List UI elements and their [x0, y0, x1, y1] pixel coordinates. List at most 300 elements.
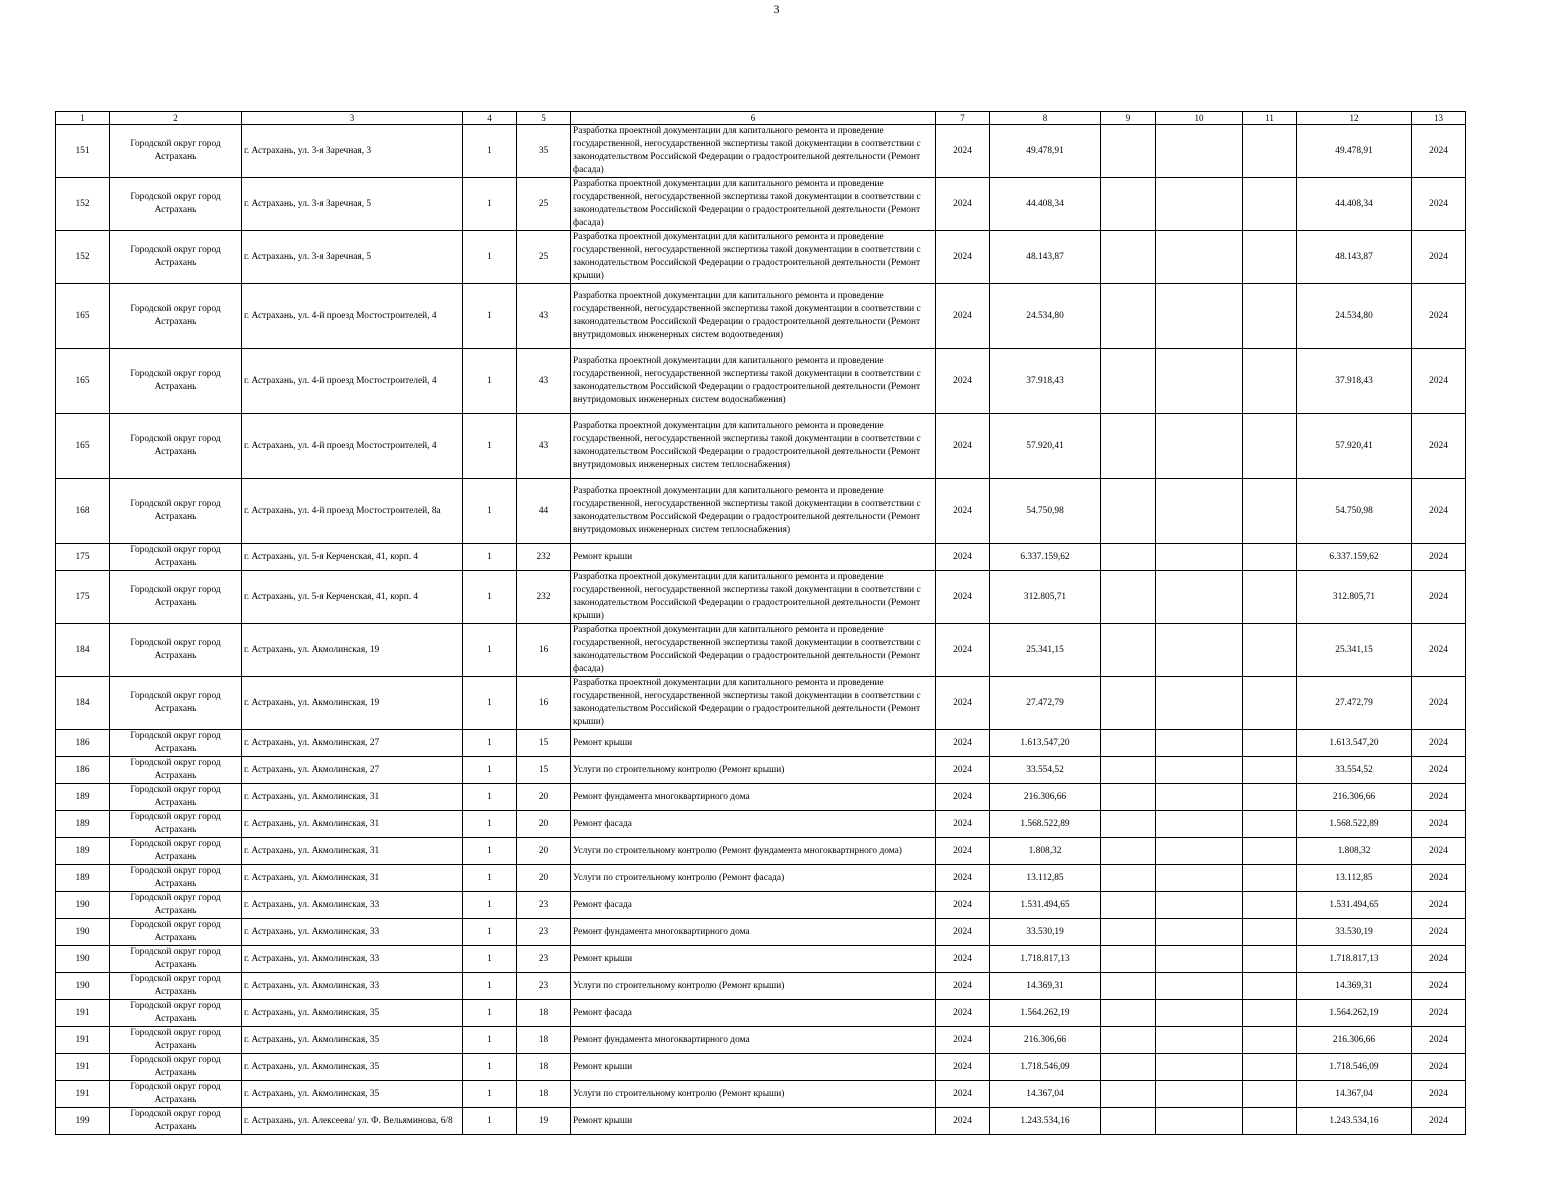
work-type-cell: Ремонт фасада — [571, 1000, 936, 1027]
col10-cell — [1156, 973, 1243, 1000]
address-cell: г. Астрахань, ул. 3-я Заречная, 3 — [242, 125, 463, 178]
municipality-cell: Городской округ город Астрахань — [110, 1054, 242, 1081]
cost-cell: 1.531.494,65 — [990, 892, 1101, 919]
address-cell: г. Астрахань, ул. 5-я Керченская, 41, корп. 4 — [242, 544, 463, 571]
total-cost-cell: 312.805,71 — [1297, 571, 1412, 624]
address-cell: г. Астрахань, ул. 5-я Керченская, 41, корп. 4 — [242, 571, 463, 624]
col5-cell: 19 — [517, 1108, 571, 1135]
row-number-cell: 186 — [56, 757, 110, 784]
address-cell: г. Астрахань, ул. Алексеева/ ул. Ф. Вельяминова, 6/8 — [242, 1108, 463, 1135]
work-type-cell: Разработка проектной документации для капитального ремонта и проведение государственной, негосударственной экспертизы такой документации в соответствии с законодательством Российской Федерации о градостроительной деятельности (Ремонт фасада) — [571, 178, 936, 231]
cost-cell: 216.306,66 — [990, 1027, 1101, 1054]
col10-cell — [1156, 677, 1243, 730]
total-cost-cell: 33.530,19 — [1297, 919, 1412, 946]
row-number-cell: 151 — [56, 125, 110, 178]
work-type-cell: Разработка проектной документации для капитального ремонта и проведение государственной, негосударственной экспертизы такой документации в соответствии с законодательством Российской Федерации о градостроительной деятельности (Ремонт внутридомовых инженерных систем теплоснабжения) — [571, 479, 936, 544]
cost-cell: 1.718.546,09 — [990, 1054, 1101, 1081]
end-year-cell: 2024 — [1412, 973, 1466, 1000]
year-cell: 2024 — [936, 231, 990, 284]
col9-cell — [1101, 865, 1156, 892]
cost-cell: 14.367,04 — [990, 1081, 1101, 1108]
year-cell: 2024 — [936, 544, 990, 571]
total-cost-cell: 57.920,41 — [1297, 414, 1412, 479]
col10-cell — [1156, 414, 1243, 479]
work-type-cell: Разработка проектной документации для капитального ремонта и проведение государственной, негосударственной экспертизы такой документации в соответствии с законодательством Российской Федерации о градостроительной деятельности (Ремонт фасада) — [571, 624, 936, 677]
total-cost-cell: 1.808,32 — [1297, 838, 1412, 865]
col9-cell — [1101, 973, 1156, 1000]
row-number-cell: 184 — [56, 677, 110, 730]
total-cost-cell: 54.750,98 — [1297, 479, 1412, 544]
row-number-cell: 190 — [56, 973, 110, 1000]
table-row — [56, 811, 1466, 838]
col5-cell: 43 — [517, 349, 571, 414]
end-year-cell: 2024 — [1412, 865, 1466, 892]
col11-cell — [1243, 892, 1297, 919]
col11-cell — [1243, 571, 1297, 624]
address-cell: г. Астрахань, ул. 3-я Заречная, 5 — [242, 178, 463, 231]
year-cell: 2024 — [936, 414, 990, 479]
table-row — [56, 349, 1466, 414]
col11-cell — [1243, 1081, 1297, 1108]
col11-cell — [1243, 414, 1297, 479]
municipality-cell: Городской округ город Астрахань — [110, 865, 242, 892]
col9-cell — [1101, 125, 1156, 178]
end-year-cell: 2024 — [1412, 1027, 1466, 1054]
col10-cell — [1156, 349, 1243, 414]
col4-cell: 1 — [463, 544, 517, 571]
municipality-cell: Городской округ город Астрахань — [110, 730, 242, 757]
table-row — [56, 865, 1466, 892]
cost-cell: 57.920,41 — [990, 414, 1101, 479]
end-year-cell: 2024 — [1412, 414, 1466, 479]
municipality-cell: Городской округ город Астрахань — [110, 919, 242, 946]
row-number-cell: 184 — [56, 624, 110, 677]
col10-cell — [1156, 624, 1243, 677]
end-year-cell: 2024 — [1412, 838, 1466, 865]
col5-cell: 20 — [517, 784, 571, 811]
table-row — [56, 730, 1466, 757]
col11-cell — [1243, 838, 1297, 865]
row-number-cell: 190 — [56, 919, 110, 946]
table-row — [56, 677, 1466, 730]
municipality-cell: Городской округ город Астрахань — [110, 544, 242, 571]
col9-cell — [1101, 284, 1156, 349]
end-year-cell: 2024 — [1412, 892, 1466, 919]
col11-cell — [1243, 178, 1297, 231]
address-cell: г. Астрахань, ул. Акмолинская, 31 — [242, 784, 463, 811]
table-row — [56, 946, 1466, 973]
col11-cell — [1243, 1108, 1297, 1135]
address-cell: г. Астрахань, ул. Акмолинская, 27 — [242, 730, 463, 757]
cost-cell: 14.369,31 — [990, 973, 1101, 1000]
column-header: 5 — [517, 112, 571, 125]
col10-cell — [1156, 479, 1243, 544]
year-cell: 2024 — [936, 1027, 990, 1054]
address-cell: г. Астрахань, ул. 4-й проезд Мостостроителей, 8а — [242, 479, 463, 544]
column-header: 4 — [463, 112, 517, 125]
table-row — [56, 125, 1466, 178]
col10-cell — [1156, 544, 1243, 571]
total-cost-cell: 44.408,34 — [1297, 178, 1412, 231]
col5-cell: 23 — [517, 892, 571, 919]
end-year-cell: 2024 — [1412, 571, 1466, 624]
total-cost-cell: 14.369,31 — [1297, 973, 1412, 1000]
col11-cell — [1243, 973, 1297, 1000]
work-type-cell: Разработка проектной документации для капитального ремонта и проведение государственной, негосударственной экспертизы такой документации в соответствии с законодательством Российской Федерации о градостроительной деятельности (Ремонт внутридомовых инженерных систем водоснабжения) — [571, 349, 936, 414]
end-year-cell: 2024 — [1412, 1081, 1466, 1108]
end-year-cell: 2024 — [1412, 231, 1466, 284]
column-header: 6 — [571, 112, 936, 125]
col11-cell — [1243, 946, 1297, 973]
year-cell: 2024 — [936, 919, 990, 946]
work-type-cell: Разработка проектной документации для капитального ремонта и проведение государственной, негосударственной экспертизы такой документации в соответствии с законодательством Российской Федерации о градостроительной деятельности (Ремонт крыши) — [571, 677, 936, 730]
cost-cell: 33.554,52 — [990, 757, 1101, 784]
year-cell: 2024 — [936, 479, 990, 544]
year-cell: 2024 — [936, 1000, 990, 1027]
end-year-cell: 2024 — [1412, 624, 1466, 677]
table-row — [56, 757, 1466, 784]
col5-cell: 18 — [517, 1081, 571, 1108]
end-year-cell: 2024 — [1412, 284, 1466, 349]
work-type-cell: Ремонт крыши — [571, 730, 936, 757]
total-cost-cell: 37.918,43 — [1297, 349, 1412, 414]
work-type-cell: Ремонт фундамента многоквартирного дома — [571, 784, 936, 811]
municipality-cell: Городской округ город Астрахань — [110, 479, 242, 544]
end-year-cell: 2024 — [1412, 730, 1466, 757]
municipality-cell: Городской округ город Астрахань — [110, 1081, 242, 1108]
row-number-cell: 165 — [56, 284, 110, 349]
year-cell: 2024 — [936, 178, 990, 231]
col10-cell — [1156, 1027, 1243, 1054]
col5-cell: 44 — [517, 479, 571, 544]
column-header: 2 — [110, 112, 242, 125]
col4-cell: 1 — [463, 973, 517, 1000]
row-number-cell: 189 — [56, 838, 110, 865]
total-cost-cell: 216.306,66 — [1297, 1027, 1412, 1054]
col11-cell — [1243, 677, 1297, 730]
work-type-cell: Ремонт фундамента многоквартирного дома — [571, 1027, 936, 1054]
work-type-cell: Разработка проектной документации для капитального ремонта и проведение государственной, негосударственной экспертизы такой документации в соответствии с законодательством Российской Федерации о градостроительной деятельности (Ремонт крыши) — [571, 231, 936, 284]
address-cell: г. Астрахань, ул. Акмолинская, 33 — [242, 946, 463, 973]
address-cell: г. Астрахань, ул. Акмолинская, 35 — [242, 1027, 463, 1054]
column-header: 12 — [1297, 112, 1412, 125]
work-type-cell: Ремонт крыши — [571, 1054, 936, 1081]
total-cost-cell: 49.478,91 — [1297, 125, 1412, 178]
total-cost-cell: 13.112,85 — [1297, 865, 1412, 892]
work-type-cell: Разработка проектной документации для капитального ремонта и проведение государственной, негосударственной экспертизы такой документации в соответствии с законодательством Российской Федерации о градостроительной деятельности (Ремонт фасада) — [571, 125, 936, 178]
col11-cell — [1243, 231, 1297, 284]
column-header: 13 — [1412, 112, 1466, 125]
end-year-cell: 2024 — [1412, 178, 1466, 231]
col5-cell: 23 — [517, 946, 571, 973]
address-cell: г. Астрахань, ул. Акмолинская, 35 — [242, 1000, 463, 1027]
col5-cell: 25 — [517, 178, 571, 231]
cost-cell: 24.534,80 — [990, 284, 1101, 349]
end-year-cell: 2024 — [1412, 479, 1466, 544]
col5-cell: 43 — [517, 284, 571, 349]
col11-cell — [1243, 624, 1297, 677]
total-cost-cell: 1.718.817,13 — [1297, 946, 1412, 973]
municipality-cell: Городской округ город Астрахань — [110, 892, 242, 919]
table-row — [56, 571, 1466, 624]
cost-cell: 27.472,79 — [990, 677, 1101, 730]
year-cell: 2024 — [936, 571, 990, 624]
municipality-cell: Городской округ город Астрахань — [110, 284, 242, 349]
address-cell: г. Астрахань, ул. Акмолинская, 31 — [242, 865, 463, 892]
municipality-cell: Городской округ город Астрахань — [110, 946, 242, 973]
col9-cell — [1101, 1108, 1156, 1135]
col4-cell: 1 — [463, 1081, 517, 1108]
cost-cell: 1.613.547,20 — [990, 730, 1101, 757]
year-cell: 2024 — [936, 677, 990, 730]
col10-cell — [1156, 1000, 1243, 1027]
col11-cell — [1243, 544, 1297, 571]
address-cell: г. Астрахань, ул. Акмолинская, 31 — [242, 838, 463, 865]
col4-cell: 1 — [463, 571, 517, 624]
end-year-cell: 2024 — [1412, 1054, 1466, 1081]
col4-cell: 1 — [463, 284, 517, 349]
col11-cell — [1243, 1054, 1297, 1081]
cost-cell: 33.530,19 — [990, 919, 1101, 946]
col10-cell — [1156, 125, 1243, 178]
row-number-cell: 190 — [56, 892, 110, 919]
end-year-cell: 2024 — [1412, 677, 1466, 730]
table-row — [56, 284, 1466, 349]
col5-cell: 18 — [517, 1000, 571, 1027]
total-cost-cell: 33.554,52 — [1297, 757, 1412, 784]
address-cell: г. Астрахань, ул. 4-й проезд Мостостроителей, 4 — [242, 414, 463, 479]
municipality-cell: Городской округ город Астрахань — [110, 784, 242, 811]
col4-cell: 1 — [463, 946, 517, 973]
total-cost-cell: 1.564.262,19 — [1297, 1000, 1412, 1027]
municipality-cell: Городской округ город Астрахань — [110, 677, 242, 730]
cost-cell: 6.337.159,62 — [990, 544, 1101, 571]
row-number-cell: 165 — [56, 349, 110, 414]
cost-cell: 312.805,71 — [990, 571, 1101, 624]
col9-cell — [1101, 919, 1156, 946]
col9-cell — [1101, 571, 1156, 624]
year-cell: 2024 — [936, 1108, 990, 1135]
col9-cell — [1101, 1081, 1156, 1108]
year-cell: 2024 — [936, 1054, 990, 1081]
column-header: 10 — [1156, 112, 1243, 125]
cost-cell: 49.478,91 — [990, 125, 1101, 178]
col4-cell: 1 — [463, 125, 517, 178]
col9-cell — [1101, 414, 1156, 479]
column-header: 7 — [936, 112, 990, 125]
address-cell: г. Астрахань, ул. Акмолинская, 33 — [242, 973, 463, 1000]
col5-cell: 20 — [517, 838, 571, 865]
col4-cell: 1 — [463, 919, 517, 946]
col4-cell: 1 — [463, 1108, 517, 1135]
cost-cell: 1.568.522,89 — [990, 811, 1101, 838]
col4-cell: 1 — [463, 730, 517, 757]
col5-cell: 18 — [517, 1027, 571, 1054]
col11-cell — [1243, 1027, 1297, 1054]
row-number-cell: 165 — [56, 414, 110, 479]
page-number: 3 — [773, 2, 780, 16]
col11-cell — [1243, 284, 1297, 349]
col5-cell: 18 — [517, 1054, 571, 1081]
col10-cell — [1156, 1054, 1243, 1081]
table-row — [56, 973, 1466, 1000]
row-number-cell: 175 — [56, 544, 110, 571]
total-cost-cell: 27.472,79 — [1297, 677, 1412, 730]
col11-cell — [1243, 919, 1297, 946]
work-type-cell: Ремонт фундамента многоквартирного дома — [571, 919, 936, 946]
column-header: 3 — [242, 112, 463, 125]
municipality-cell: Городской округ город Астрахань — [110, 973, 242, 1000]
row-number-cell: 191 — [56, 1027, 110, 1054]
table-row — [56, 414, 1466, 479]
col5-cell: 35 — [517, 125, 571, 178]
table-row — [56, 919, 1466, 946]
col4-cell: 1 — [463, 865, 517, 892]
col9-cell — [1101, 784, 1156, 811]
table-row — [56, 838, 1466, 865]
col10-cell — [1156, 1081, 1243, 1108]
municipality-cell: Городской округ город Астрахань — [110, 624, 242, 677]
col10-cell — [1156, 730, 1243, 757]
table-row — [56, 479, 1466, 544]
col10-cell — [1156, 757, 1243, 784]
col4-cell: 1 — [463, 1027, 517, 1054]
col9-cell — [1101, 811, 1156, 838]
year-cell: 2024 — [936, 838, 990, 865]
address-cell: г. Астрахань, ул. 4-й проезд Мостостроителей, 4 — [242, 284, 463, 349]
year-cell: 2024 — [936, 730, 990, 757]
year-cell: 2024 — [936, 865, 990, 892]
end-year-cell: 2024 — [1412, 784, 1466, 811]
col9-cell — [1101, 349, 1156, 414]
table-row — [56, 231, 1466, 284]
work-type-cell: Услуги по строительному контролю (Ремонт крыши) — [571, 973, 936, 1000]
row-number-cell: 191 — [56, 1000, 110, 1027]
address-cell: г. Астрахань, ул. Акмолинская, 19 — [242, 677, 463, 730]
row-number-cell: 191 — [56, 1054, 110, 1081]
col11-cell — [1243, 479, 1297, 544]
cost-cell: 1.718.817,13 — [990, 946, 1101, 973]
col5-cell: 20 — [517, 865, 571, 892]
municipality-cell: Городской округ город Астрахань — [110, 757, 242, 784]
table-row — [56, 1027, 1466, 1054]
col5-cell: 20 — [517, 811, 571, 838]
municipality-cell: Городской округ город Астрахань — [110, 1027, 242, 1054]
work-type-cell: Разработка проектной документации для капитального ремонта и проведение государственной, негосударственной экспертизы такой документации в соответствии с законодательством Российской Федерации о градостроительной деятельности (Ремонт внутридомовых инженерных систем водоотведения) — [571, 284, 936, 349]
cost-cell: 25.341,15 — [990, 624, 1101, 677]
row-number-cell: 186 — [56, 730, 110, 757]
end-year-cell: 2024 — [1412, 1000, 1466, 1027]
year-cell: 2024 — [936, 349, 990, 414]
row-number-cell: 152 — [56, 178, 110, 231]
col5-cell: 15 — [517, 730, 571, 757]
col11-cell — [1243, 865, 1297, 892]
total-cost-cell: 14.367,04 — [1297, 1081, 1412, 1108]
work-type-cell: Услуги по строительному контролю (Ремонт фундамента многоквартирного дома) — [571, 838, 936, 865]
total-cost-cell: 1.531.494,65 — [1297, 892, 1412, 919]
work-type-cell: Ремонт крыши — [571, 1108, 936, 1135]
end-year-cell: 2024 — [1412, 946, 1466, 973]
header-row — [56, 112, 1466, 125]
address-cell: г. Астрахань, ул. Акмолинская, 35 — [242, 1054, 463, 1081]
address-cell: г. Астрахань, ул. Акмолинская, 19 — [242, 624, 463, 677]
address-cell: г. Астрахань, ул. Акмолинская, 31 — [242, 811, 463, 838]
col10-cell — [1156, 946, 1243, 973]
col9-cell — [1101, 1054, 1156, 1081]
col11-cell — [1243, 1000, 1297, 1027]
col10-cell — [1156, 231, 1243, 284]
address-cell: г. Астрахань, ул. Акмолинская, 33 — [242, 892, 463, 919]
col5-cell: 23 — [517, 973, 571, 1000]
col9-cell — [1101, 946, 1156, 973]
year-cell: 2024 — [936, 946, 990, 973]
total-cost-cell: 48.143,87 — [1297, 231, 1412, 284]
municipality-cell: Городской округ город Астрахань — [110, 811, 242, 838]
municipality-cell: Городской округ город Астрахань — [110, 349, 242, 414]
work-type-cell: Разработка проектной документации для капитального ремонта и проведение государственной, негосударственной экспертизы такой документации в соответствии с законодательством Российской Федерации о градостроительной деятельности (Ремонт внутридомовых инженерных систем теплоснабжения) — [571, 414, 936, 479]
work-type-cell: Услуги по строительному контролю (Ремонт фасада) — [571, 865, 936, 892]
municipality-cell: Городской округ город Астрахань — [110, 125, 242, 178]
table-row — [56, 1081, 1466, 1108]
col10-cell — [1156, 178, 1243, 231]
end-year-cell: 2024 — [1412, 349, 1466, 414]
table-row — [56, 624, 1466, 677]
total-cost-cell: 1.243.534,16 — [1297, 1108, 1412, 1135]
municipality-cell: Городской округ город Астрахань — [110, 571, 242, 624]
table-row — [56, 178, 1466, 231]
col5-cell: 25 — [517, 231, 571, 284]
col11-cell — [1243, 811, 1297, 838]
col4-cell: 1 — [463, 479, 517, 544]
col4-cell: 1 — [463, 624, 517, 677]
col4-cell: 1 — [463, 1000, 517, 1027]
col10-cell — [1156, 919, 1243, 946]
row-number-cell: 175 — [56, 571, 110, 624]
col4-cell: 1 — [463, 178, 517, 231]
row-number-cell: 168 — [56, 479, 110, 544]
cost-cell: 216.306,66 — [990, 784, 1101, 811]
table-row — [56, 1054, 1466, 1081]
col11-cell — [1243, 784, 1297, 811]
col5-cell: 16 — [517, 624, 571, 677]
municipality-cell: Городской округ город Астрахань — [110, 414, 242, 479]
cost-cell: 54.750,98 — [990, 479, 1101, 544]
col4-cell: 1 — [463, 414, 517, 479]
work-type-cell: Услуги по строительному контролю (Ремонт крыши) — [571, 757, 936, 784]
total-cost-cell: 24.534,80 — [1297, 284, 1412, 349]
year-cell: 2024 — [936, 811, 990, 838]
col4-cell: 1 — [463, 784, 517, 811]
col5-cell: 23 — [517, 919, 571, 946]
total-cost-cell: 1.568.522,89 — [1297, 811, 1412, 838]
address-cell: г. Астрахань, ул. Акмолинская, 35 — [242, 1081, 463, 1108]
col9-cell — [1101, 544, 1156, 571]
end-year-cell: 2024 — [1412, 1108, 1466, 1135]
col5-cell: 232 — [517, 544, 571, 571]
year-cell: 2024 — [936, 757, 990, 784]
col10-cell — [1156, 571, 1243, 624]
year-cell: 2024 — [936, 1081, 990, 1108]
repair-program-table — [55, 111, 1466, 1135]
column-header: 9 — [1101, 112, 1156, 125]
address-cell: г. Астрахань, ул. 3-я Заречная, 5 — [242, 231, 463, 284]
col4-cell: 1 — [463, 1054, 517, 1081]
total-cost-cell: 6.337.159,62 — [1297, 544, 1412, 571]
col4-cell: 1 — [463, 892, 517, 919]
year-cell: 2024 — [936, 125, 990, 178]
col9-cell — [1101, 1027, 1156, 1054]
column-header: 8 — [990, 112, 1101, 125]
